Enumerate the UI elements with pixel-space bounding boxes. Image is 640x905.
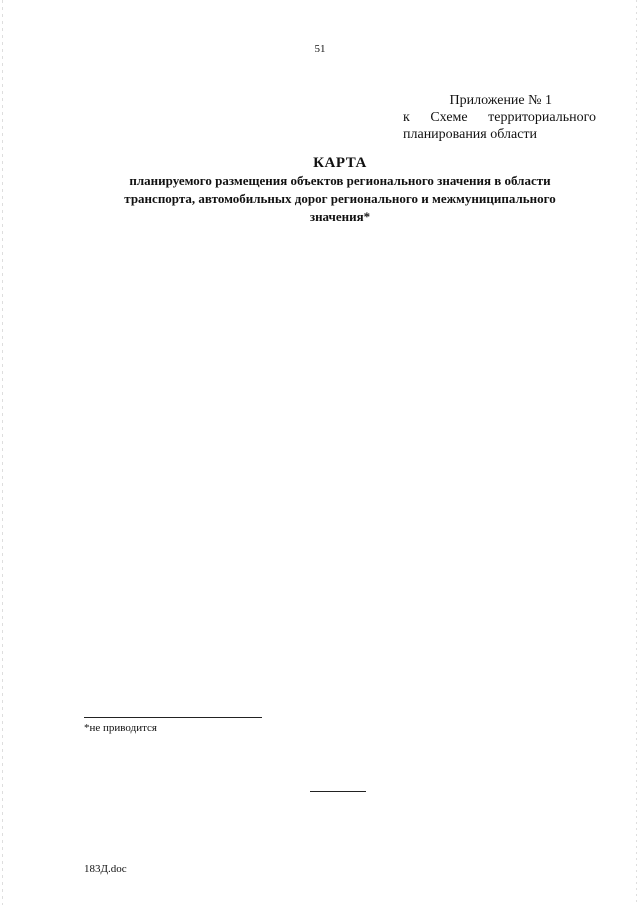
footnote-text: *не приводится <box>84 722 157 734</box>
footnote-divider <box>84 717 262 718</box>
end-divider <box>310 791 366 792</box>
appendix-word-scheme: Схеме <box>430 110 468 125</box>
footer-filename: 183Д.doc <box>84 863 127 875</box>
document-subtitle-line-2: транспорта, автомобильных дорог регионального и межмуниципального <box>124 191 556 206</box>
page-number: 51 <box>314 43 326 55</box>
appendix-title: Приложение № 1 <box>449 93 552 108</box>
appendix-planning-line: планирования области <box>403 127 538 142</box>
appendix-word-k: к <box>403 110 410 125</box>
document-subtitle-line-1: планируемого размещения объектов регионального значения в области <box>129 173 551 188</box>
scan-edge-right <box>636 0 637 905</box>
scan-edge-left <box>2 0 3 905</box>
title-block <box>80 154 600 226</box>
appendix-word-territorial: территориального <box>488 110 596 125</box>
document-subtitle-line-3: значения* <box>309 209 371 224</box>
appendix-block <box>403 92 596 143</box>
document-title: КАРТА <box>313 155 367 171</box>
appendix-reference-line <box>403 109 596 126</box>
